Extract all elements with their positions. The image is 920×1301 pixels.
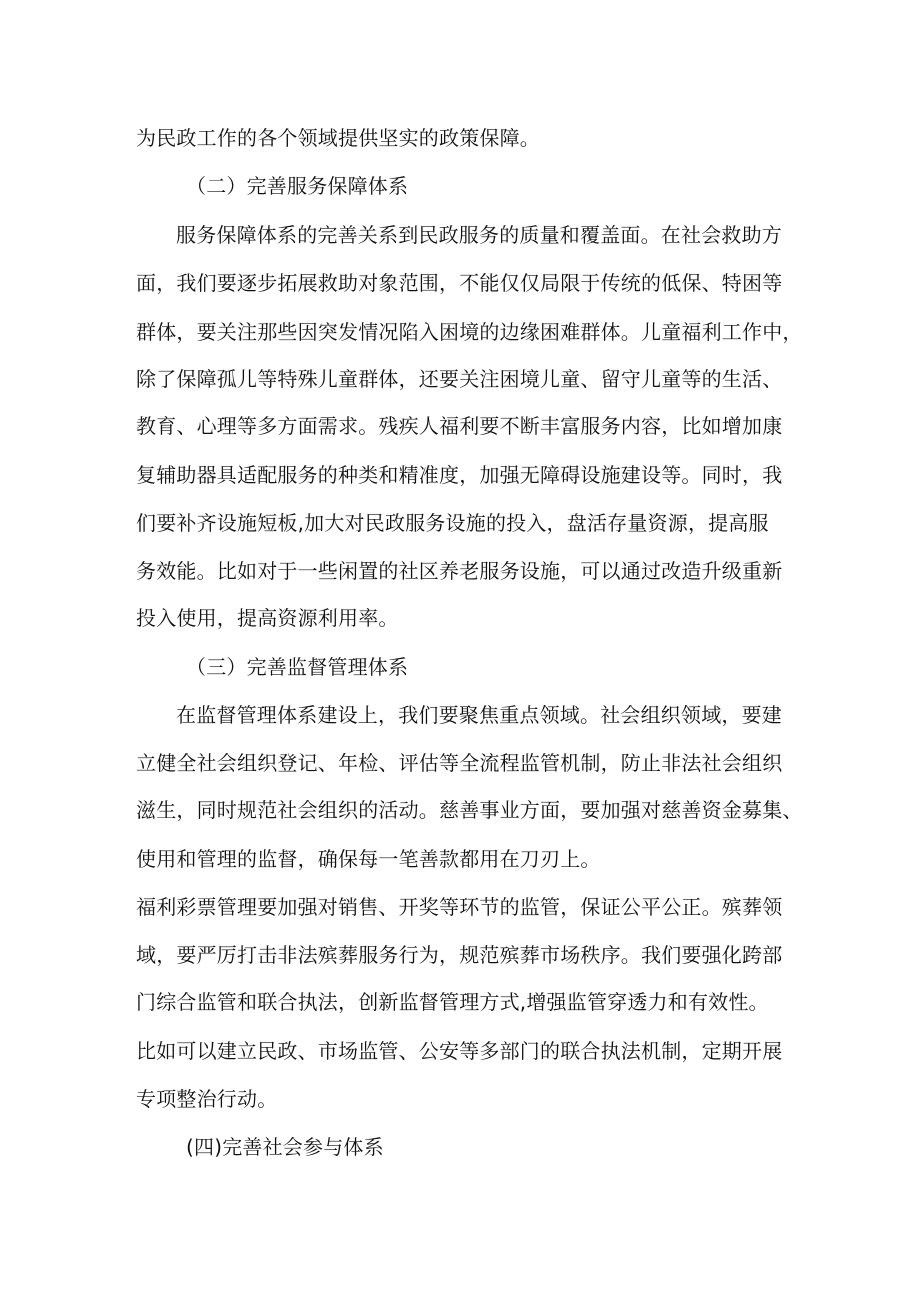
paragraph-line: 复辅助器具适配服务的种类和精准度，加强无障碍设施建设等。同时，我 [136, 463, 783, 487]
section-heading-4: (四)完善社会参与体系 [186, 1135, 384, 1159]
paragraph-line: 门综合监管和联合执法，创新监督管理方式,增强监管穿透力和有效性。 [136, 990, 769, 1014]
paragraph-line: 域，要严厉打击非法殡葬服务行为，规范殡葬市场秩序。我们要强化跨部 [136, 943, 783, 967]
section-heading-2: （二）完善服务保障体系 [186, 174, 409, 198]
paragraph-line: 除了保障孤儿等特殊儿童群体，还要关注困境儿童、留守儿童等的生活、 [136, 367, 783, 391]
paragraph-line: 服务保障体系的完善关系到民政服务的质量和覆盖面。在社会救助方 [176, 223, 782, 247]
paragraph-line: 务效能。比如对于一些闲置的社区养老服务设施，可以通过改造升级重新 [136, 559, 783, 583]
paragraph-line: 面，我们要逐步拓展救助对象范围，不能仅仅局限于传统的低保、特困等 [136, 271, 783, 295]
paragraph-line: 在监督管理体系建设上，我们要聚焦重点领域。社会组织领域，要建 [176, 703, 782, 727]
paragraph-line: 群体，要关注那些因突发情况陷入困境的边缘困难群体。儿童福利工作中， [136, 320, 803, 344]
paragraph-line: 们要补齐设施短板,加大对民政服务设施的投入，盘活存量资源，提高服 [136, 511, 769, 535]
paragraph-line: 使用和管理的监督，确保每一笔善款都用在刀刃上。 [136, 847, 601, 871]
paragraph-line: 教育、心理等多方面需求。残疾人福利要不断丰富服务内容，比如增加康 [136, 414, 783, 438]
paragraph-line: 为民政工作的各个领域提供坚实的政策保障。 [136, 126, 540, 150]
paragraph-line: 立健全社会组织登记、年检、评估等全流程监管机制，防止非法社会组织 [136, 751, 783, 775]
section-heading-3: （三）完善监督管理体系 [186, 655, 409, 679]
paragraph-line: 滋生，同时规范社会组织的活动。慈善事业方面，要加强对慈善资金募集、 [136, 798, 803, 822]
paragraph-line: 投入使用，提高资源利用率。 [136, 606, 399, 630]
paragraph-line: 比如可以建立民政、市场监管、公安等多部门的联合执法机制，定期开展 [136, 1039, 783, 1063]
paragraph-line: 福利彩票管理要加强对销售、开奖等环节的监管，保证公平公正。殡葬领 [136, 895, 783, 919]
paragraph-line: 专项整治行动。 [136, 1087, 278, 1111]
